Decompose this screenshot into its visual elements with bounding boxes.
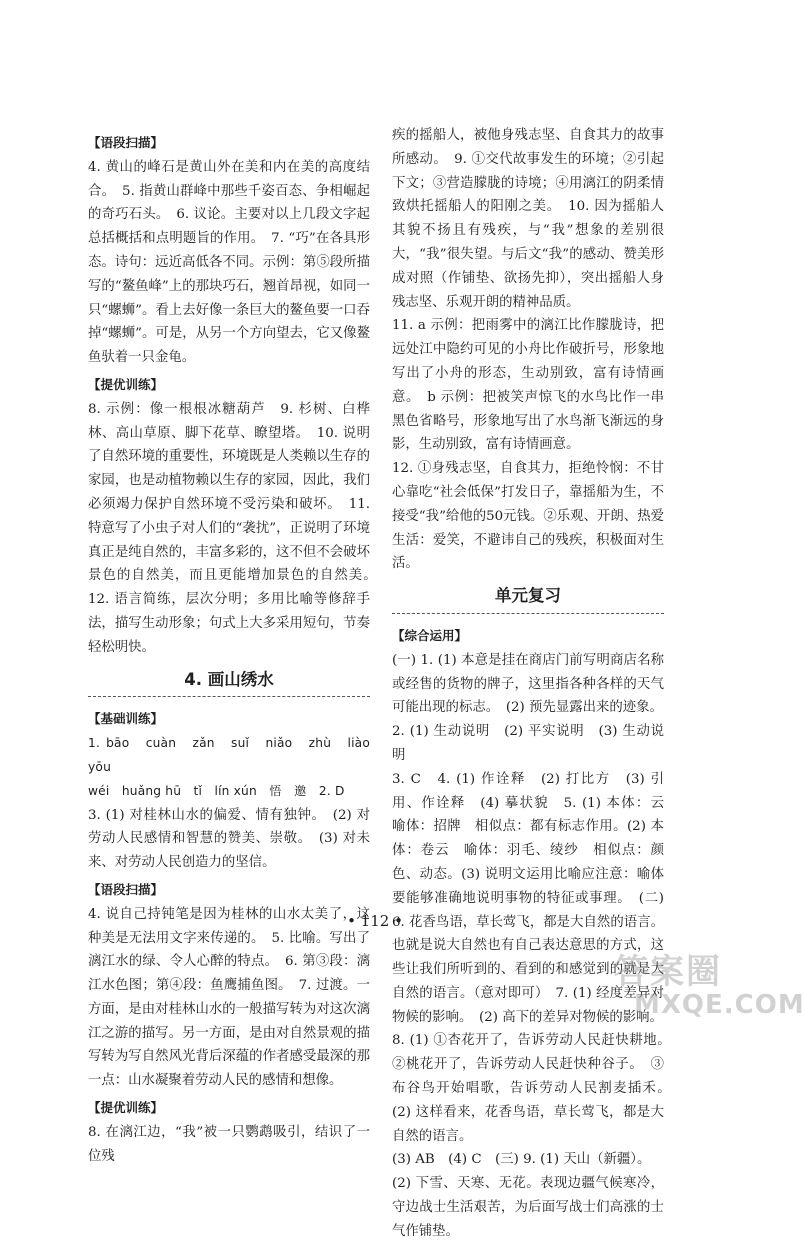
- answer-paragraph: 8. 在漓江边，“我”被一只鹦鹉吸引，结识了一位残: [88, 1124, 370, 1164]
- watermark-logo: [600, 940, 805, 1026]
- lesson-title: 4. 画山绣水: [88, 668, 370, 698]
- answer-paragraph: 3. C 4. (1) 作诠释 (2) 打比方 (3) 引用、作诠释 (4) 摹状貌 5. (1) 本体：云 喻体：招牌 相似点：都有标志作用。(2) 本体：卷云 喻体：羽毛、绫纱 相似点：颜色、动态。(3) 说明文运用比喻应注意：喻体要能够准确地说明事物的特征或事理。 (二) 6. 花香鸟语，草长莺飞，都是大自然的语言。也就是说大自然也有自己表达意思的方式，这些让我们所听到的、看到的和感觉到的就是大自然的语言。（意对即可） 7. (1) 经度差异对物候的影响。 (2) 高下的差异对物候的影响。: [392, 771, 678, 1025]
- section-heading: 【语段扫描】: [88, 135, 164, 150]
- answer-paragraph: 4. 黄山的峰石是黄山外在美和内在美的高度结合。 5. 指黄山群峰中那些千姿百态、争相崛起的奇巧石头。 6. 议论。主要对以上几段文字起总括概括和点明题旨的作用。 7. “巧”在各具形态。诗句：远近高低各不同。示例：第⑤段所描写的“鳌鱼峰”上的那块巧石，翘首昂视，如同一只“螺蛳”。看上去好像一条巨大的鳌鱼要一口吞掉“螺蛳”。可是，从另一个方向望去，它又像鳌鱼驮着一只金龟。: [88, 159, 370, 366]
- answer-paragraph: 3. (1) 对桂林山水的偏爱、情有独钟。 (2) 对劳动人民感情和智慧的赞美、崇敬。 (3) 对未来、对劳动人民创造力的坚信。: [88, 807, 370, 871]
- answer-paragraph: 12. ①身残志坚，自食其力，拒绝怜悯：不甘心靠吃“社会低保”打发日子，靠摇船为生，不接受“我”给他的50元钱。②乐观、开朗、热爱生活：爱笑，不避讳自己的残疾，积极面对生活。: [392, 461, 664, 572]
- section-heading: 【综合运用】: [392, 627, 468, 643]
- section-heading: 【语段扫描】: [88, 881, 164, 897]
- unit-review-title: 单元复习: [392, 584, 664, 614]
- answer-paragraph: (一) 1. (1) 本意是挂在商店门前写明商店名称或经售的货物的牌子，这里指各种各样的天气可能出现的标志。 (2) 预先显露出来的迹象。: [392, 652, 664, 716]
- answer-paragraph: 2. (1) 生动说明 (2) 平实说明 (3) 生动说明: [392, 724, 664, 763]
- pinyin-answers: wéi huǎng hū tǐ lín xún 悟 邀 2. D: [88, 783, 345, 798]
- answer-paragraph: 8. (1) ①杏花开了，告诉劳动人民赶快耕地。 ②桃花开了，告诉劳动人民赶快种谷子。 ③布谷鸟开始唱歌，告诉劳动人民割麦插禾。 (2) 这样看来，花香鸟语，草长莺飞，都是大自然的语言。: [392, 1033, 678, 1144]
- answer-paragraph: 11. a 示例：把雨雾中的漓江比作朦胧诗，把远处江中隐约可见的小舟比作破折号，形象地写出了小舟的形态，生动别致，富有诗情画意。 b 示例：把被笑声惊飞的水鸟比作一串黑色省略号，形象地写出了水鸟渐飞渐远的身影，生动别致，富有诗情画意。: [392, 318, 664, 453]
- section-heading: 【提优训练】: [88, 1100, 164, 1116]
- answer-paragraph: (3) AB (4) C (三) 9. (1) 天山（新疆）。: [392, 1152, 651, 1168]
- pinyin-answers: 1. bāo cuàn zǎn suǐ niǎo zhù liào yōu: [88, 736, 383, 774]
- answer-paragraph: 疾的摇船人，被他身残志坚、自食其力的故事所感动。 9. ①交代故事发生的环境；②引起下文；③营造朦胧的诗境；④用漓江的阴柔情致烘托摇船人的阳刚之美。 10. 因为摇船人其貌不扬且有残疾，与“我”想象的差别很大，“我”很失望。与后文“我”的感动、赞美形成对照（作铺垫、欲扬先抑），突出摇船人身残志坚、乐观开朗的精神品质。: [392, 128, 664, 310]
- watermark-logo-text: 答案圈: [614, 952, 722, 992]
- watermark-url: MXQE.COM: [634, 990, 805, 1020]
- answer-paragraph: 8. 示例：像一根根冰糖葫芦 9. 杉树、白桦林、高山草原、脚下花草、瞭望塔。 10. 说明了自然环境的重要性，环境既是人类赖以生存的家园，也是动植物赖以生存的家园，因此，我们必须竭力保护自然环境不受污染和破坏。 11. 特意写了小虫子对人们的“袭扰”，正说明了环境真正是纯自然的，丰富多彩的，这不但不会破坏景色的自然美，而且更能增加景色的自然美。 12. 语言简练，层次分明；多用比喻等修辞手法，描写生动形象；句式上大多采用短句，节奏轻松明快。: [88, 401, 384, 655]
- section-heading: 【提优训练】: [88, 376, 164, 392]
- answer-paragraph: 4. 说自己持钝笔是因为桂林的山水太美了，这种美是无法用文字来传递的。 5. 比喻。写出了漓江水的绿、令人心醉的特点。 6. 第③段：漓江水色图；第④段：鱼鹰捕鱼图。 7. 过渡。一方面，是由对桂林山水的一般描写转为对这次漓江之游的描写。另一方面，是由对自然景观的描写转为写自然风光背后深蕴的作者感受最深的那一点：山水凝聚着劳动人民的感情和想像。: [88, 906, 370, 1089]
- page-number: • 112 •: [347, 912, 403, 930]
- answer-paragraph: (2) 下雪、天寒、无花。表现边疆气候寒冷，守边战士生活艰苦，为后面写战士们高涨的士气作铺垫。: [392, 1176, 664, 1239]
- section-heading: 【基础训练】: [88, 711, 164, 727]
